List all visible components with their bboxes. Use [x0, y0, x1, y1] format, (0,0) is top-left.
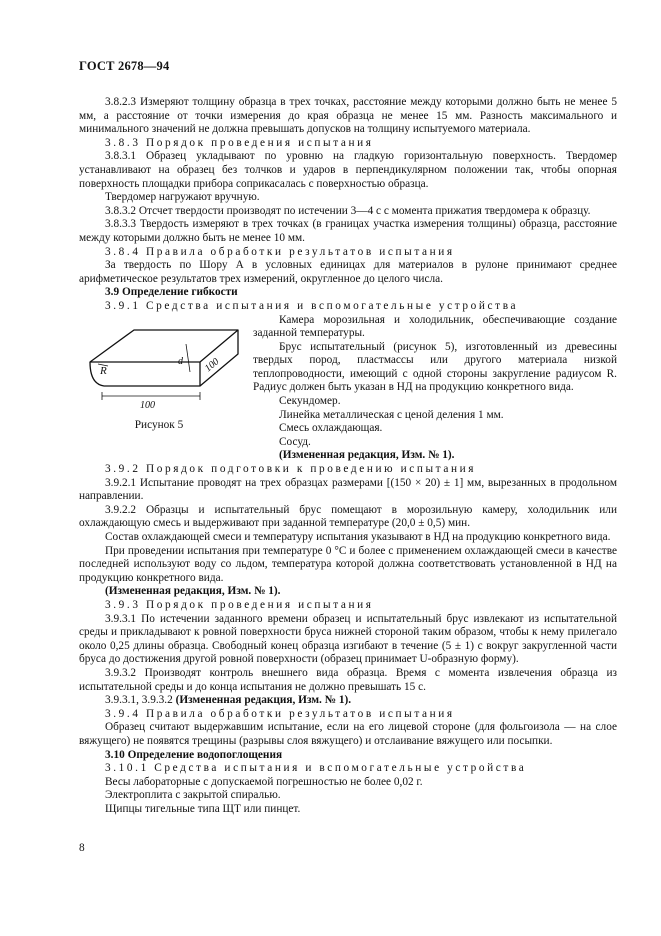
- equipment-ruler: Линейка металлическая с ценой деления 1 мм.: [279, 408, 504, 421]
- paragraph-3-9-2-2: 3.9.2.2 Образцы и испытательный брус помещают в морозильную камеру, холодильник или охлаждающую смесь и выдерживают при заданной температуре (20,0 ± 0,5) мин.: [79, 503, 617, 530]
- section-heading-3-8-3: 3.8.3 Порядок проведения испытания: [105, 136, 374, 149]
- length-label: 100: [140, 399, 155, 411]
- paragraph-3-8-3-1: 3.8.3.1 Образец укладывают по уровню на гладкую горизонтальную поверхность. Твердомер устанавливают на образец без толчков и ударов в перпендикулярном положении так, чтобы опорная поверхность площадки прибора соприкасалась с поверхностью образца.: [79, 150, 617, 190]
- equipment-test-bar: Брус испытательный (рисунок 5), изготовленный из древесины твердых пород, пластмассы или другого материала низкой теплопроводности, имеющий с одной стороны закругление радиусом R. Радиус должен быть указан в НД на продукцию конкретного вида.: [253, 340, 617, 394]
- figure-side-text: [253, 314, 617, 464]
- section-heading-3-8-4: 3.8.4 Правила обработки результатов испытания: [105, 245, 455, 258]
- paragraph-zero-degrees: При проведении испытания при температуре 0 °С и более с применением охлаждающей смеси в качестве последней используют воду со льдом, температура которой должна соответствовать установленной в НД на продукцию конкретного вида.: [79, 544, 617, 584]
- paragraph-shore-result: За твердость по Шору А в условных единицах для материалов в рулоне принимают среднее арифметическое результатов трех измерений, округленное до целого числа.: [79, 259, 617, 285]
- width-label: 100: [202, 355, 222, 374]
- section-heading-3-9: 3.9 Определение гибкости: [105, 286, 238, 299]
- paragraph-3-8-3-3: 3.8.3.3 Твердость измеряют в трех точках (в границах участка измерения толщины) образца, расстояние между которыми должно быть не менее 10 мм.: [79, 218, 617, 244]
- equipment-vessel: Сосуд.: [279, 435, 311, 448]
- equipment-hotplate: Электроплита с закрытой спиралью.: [105, 789, 281, 802]
- thickness-label: d: [178, 355, 183, 367]
- document-body: [79, 96, 617, 816]
- amendment-items: 3.9.3.1, 3.9.3.2: [105, 694, 173, 707]
- equipment-tongs: Щипцы тигельные типа ЩТ или пинцет.: [105, 802, 301, 815]
- figure-5: [79, 314, 253, 433]
- section-heading-3-9-1: 3.9.1 Средства испытания и вспомогательные устройства: [105, 299, 519, 312]
- test-bar-drawing: [82, 322, 242, 414]
- equipment-scales: Весы лабораторные с допускаемой погрешностью не более 0,02 г.: [105, 775, 423, 788]
- section-heading-3-9-3: 3.9.3 Порядок проведения испытания: [105, 598, 374, 611]
- section-heading-3-10-1: 3.10.1 Средства испытания и вспомогательные устройства: [105, 762, 527, 775]
- radius-label: R: [100, 364, 107, 377]
- amendment-note: (Измененная редакция, Изм. № 1).: [105, 585, 281, 598]
- paragraph-cooling-composition: Состав охлаждающей смеси и температуру испытания указывают в НД на продукцию конкретного вида.: [105, 531, 611, 543]
- figure-caption: Рисунок 5: [134, 418, 184, 431]
- section-heading-3-9-4: 3.9.4 Правила обработки результатов испытания: [105, 707, 455, 720]
- section-heading-3-10: 3.10 Определение водопоглощения: [105, 748, 283, 761]
- amendment-note: (Измененная редакция, Изм. № 1).: [175, 694, 352, 707]
- equipment-cooling-mix: Смесь охлаждающая.: [279, 422, 383, 435]
- equipment-freezer: Камера морозильная и холодильник, обеспечивающие создание заданной температуры.: [253, 313, 617, 340]
- paragraph-3-9-3-2: 3.9.3.2 Производят контроль внешнего вида образца. Время с момента извлечения образца из испытательной среды и до конца испытания не должно превышать 15 с.: [79, 666, 617, 693]
- section-heading-3-9-2: 3.9.2 Порядок подготовки к проведению испытания: [105, 463, 477, 476]
- paragraph-3-8-2-3: 3.8.2.3 Измеряют толщину образца в трех точках, расстояние между которыми должно быть не менее 5 мм, а расстояние от точки измерения до края образца не менее 15 мм. Разность максимального и минимального значений не должна превышать допусков на толщину испытуемого материала.: [79, 96, 617, 136]
- figure-row: [79, 314, 617, 464]
- equipment-stopwatch: Секундомер.: [279, 395, 341, 408]
- paragraph-flex-result: Образец считают выдержавшим испытание, если на его лицевой стороне (для фольгоизола — на слое вяжущего) не появятся трещины (разрывы слоя вяжущего) и отслаивание вяжущего или посыпки.: [79, 721, 617, 747]
- paragraph-3-9-2-1: 3.9.2.1 Испытание проводят на трех образцах размерами [(150 × 20) ± 1] мм, вырезанных в продольном направлении.: [79, 476, 617, 503]
- paragraph-hardness-load: Твердомер нагружают вручную.: [105, 191, 260, 204]
- paragraph-3-9-3-1: 3.9.3.1 По истечении заданного времени образец и испытательный брус извлекают из испытательной среды и прикладывают к ровной поверхности бруса нижней стороной таким образом, чтобы к нему прилегало около 0,25 длины образца. Свободный конец образца изгибают в течение (5 ± 1) с вокруг закругленной части бруса до достижения другой ровной поверхности (образец принимает U-образную форму).: [79, 612, 617, 666]
- page-number: 8: [79, 842, 85, 854]
- amendment-note: (Измененная редакция, Изм. № 1).: [279, 449, 455, 462]
- amendment-reference: [79, 694, 617, 708]
- document-header: ГОСТ 2678—94: [79, 59, 170, 73]
- paragraph-3-8-3-2: 3.8.3.2 Отсчет твердости производят по истечении 3—4 с с момента прижатия твердомера к образцу.: [105, 204, 591, 217]
